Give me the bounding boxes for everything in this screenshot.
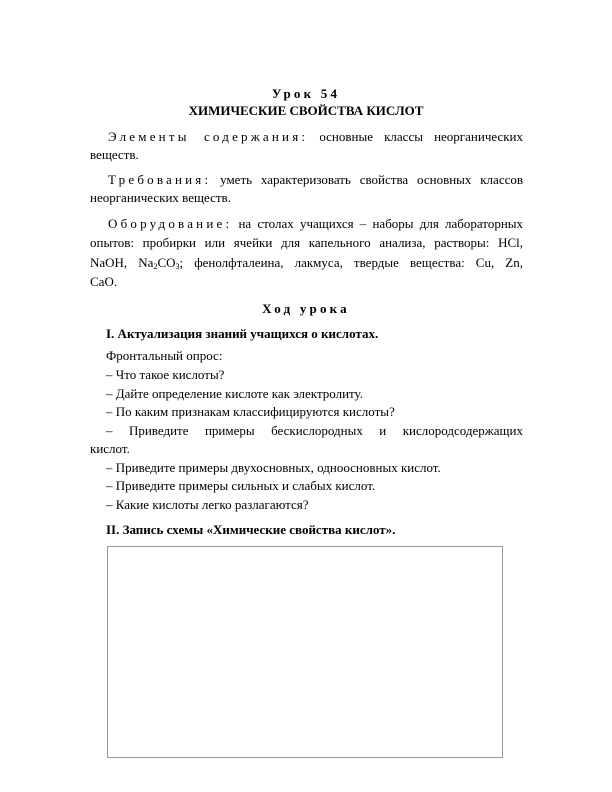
question-3: – По каким признакам классифицируются кислоты?: [106, 404, 395, 419]
question-1: – Что такое кислоты?: [106, 367, 225, 382]
question-7: – Какие кислоты легко разлагаются?: [106, 497, 309, 512]
scheme-frame: [107, 546, 503, 758]
question-4-line2: кислот.: [90, 441, 130, 456]
requirements-text: уметь характеризовать свойства основных классов: [220, 172, 523, 187]
equipment-paragraph-line4: CaO.: [90, 274, 118, 289]
elements-text: основные классы неорганических: [319, 129, 523, 144]
question-4-line1: – Приведите примеры бескислородных и кислородсодержащих: [106, 423, 523, 438]
equipment-rest: ; фенолфталеина, лакмуса, твердые вещества: Cu, Zn,: [179, 255, 523, 270]
course-heading: Ход урока: [262, 301, 350, 316]
elements-label: Элементы содержания:: [108, 129, 309, 144]
page-title: ХИМИЧЕСКИЕ СВОЙСТВА КИСЛОТ: [188, 103, 424, 118]
formula-co: CO: [157, 255, 176, 270]
equipment-paragraph-line3: [90, 255, 523, 271]
equipment-text: на столах учащихся – наборы для лабораторных: [238, 216, 524, 231]
subscript-2: 2: [153, 262, 158, 271]
subscript-3: 3: [175, 262, 180, 271]
elements-paragraph-line1: [90, 129, 523, 145]
requirements-paragraph-line1: [90, 172, 523, 188]
section2-heading: II. Запись схемы «Химические свойства кислот».: [106, 522, 396, 537]
question-6: – Приведите примеры сильных и слабых кислот.: [106, 478, 376, 493]
question-2: – Дайте определение кислоте как электролиту.: [106, 386, 364, 401]
requirements-label: Требования:: [108, 172, 212, 187]
question-5: – Приведите примеры двухосновных, одноосновных кислот.: [106, 460, 441, 475]
formula-naoh: NaOH, Na: [90, 255, 154, 270]
equipment-paragraph-line2: опытов: пробирки или ячейки для капельного анализа, растворы: HCl,: [90, 235, 523, 250]
lesson-number: Урок 54: [271, 86, 341, 101]
section1-heading: I. Актуализация знаний учащихся о кислотах.: [106, 326, 379, 341]
equipment-label: Оборудование:: [108, 216, 233, 231]
elements-paragraph-line2: веществ.: [90, 147, 139, 162]
equipment-paragraph-line1: [90, 216, 523, 232]
section1-intro: Фронтальный опрос:: [106, 348, 223, 363]
requirements-paragraph-line2: неорганических веществ.: [90, 190, 231, 205]
